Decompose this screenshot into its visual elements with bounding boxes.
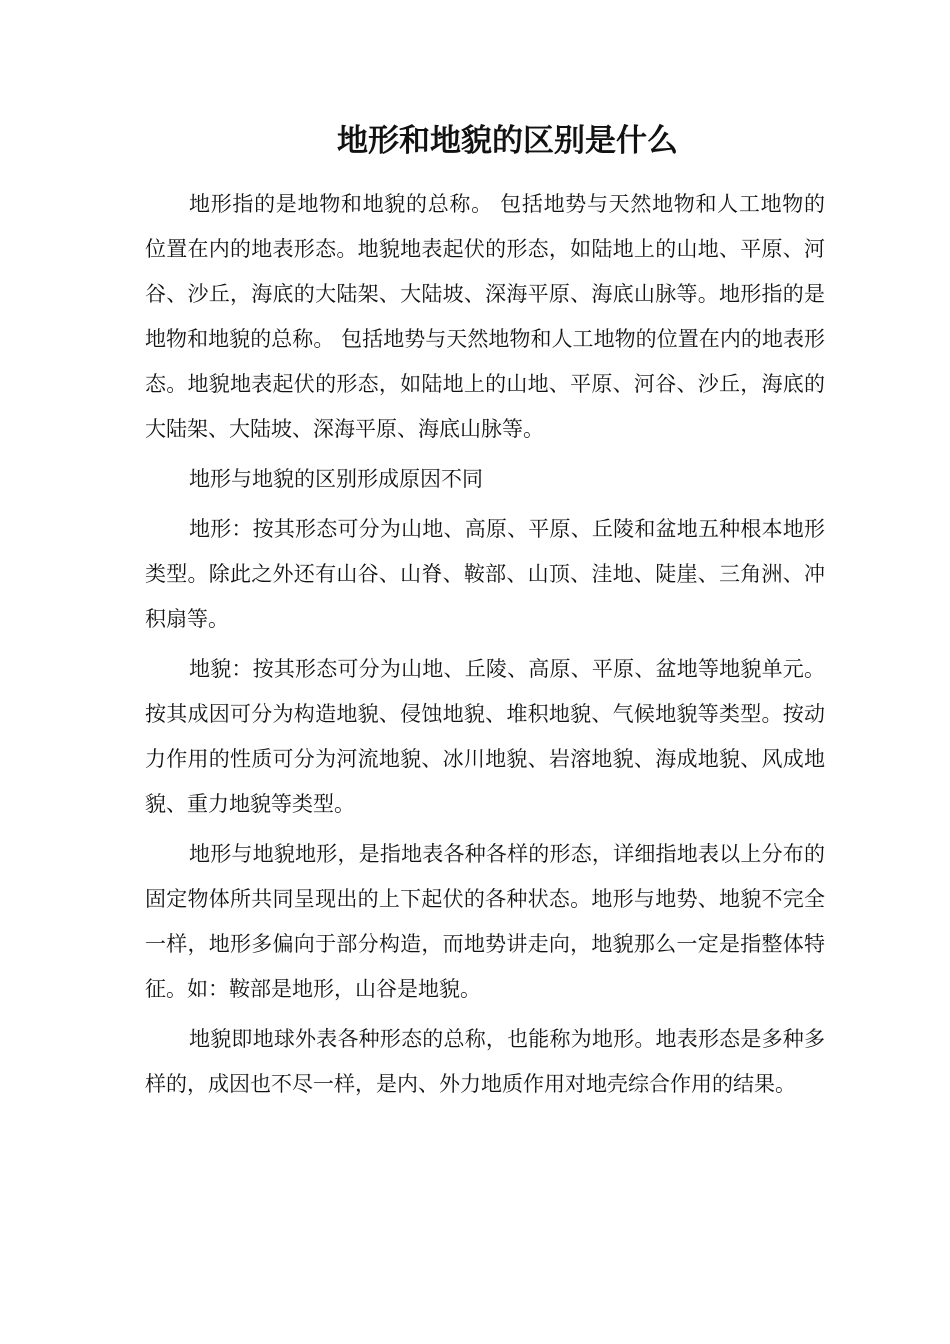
paragraph: 地形指的是地物和地貌的总称。 包括地势与天然地物和人工地物的位置在内的地表形态。地貌地表起伏的形态，如陆地上的山地、平原、河谷、沙丘，海底的大陆架、大陆坡、深海平原、海底山脉等。地形指的是地物和地貌的总称。 包括地势与天然地物和人工地物的位置在内的地表形态。地貌地表起伏的形态，如陆地上的山地、平原、河谷、沙丘，海底的大陆架、大陆坡、深海平原、海底山脉等。: [145, 192, 825, 441]
paragraph: 地形与地貌地形，是指地表各种各样的形态，详细指地表以上分布的固定物体所共同呈现出的上下起伏的各种状态。地形与地势、地貌不完全一样，地形多偏向于部分构造，而地势讲走向，地貌那么一定是指整体特征。如：鞍部是地形，山谷是地貌。: [145, 842, 825, 1001]
paragraph: 地形与地貌的区别形成原因不同: [189, 467, 483, 491]
paragraph: 地貌：按其形态可分为山地、丘陵、高原、平原、盆地等地貌单元。按其成因可分为构造地貌、侵蚀地貌、堆积地貌、气候地貌等类型。按动力作用的性质可分为河流地貌、冰川地貌、岩溶地貌、海成地貌、风成地貌、重力地貌等类型。: [145, 657, 825, 816]
paragraph: 地形：按其形态可分为山地、高原、平原、丘陵和盆地五种根本地形类型。除此之外还有山谷、山脊、鞍部、山顶、洼地、陡崖、三角洲、冲积扇等。: [145, 517, 825, 631]
document-body: [145, 182, 825, 1112]
document-title: 地形和地貌的区别是什么: [337, 123, 678, 159]
paragraph: 地貌即地球外表各种形态的总称，也能称为地形。地表形态是多种多样的，成因也不尽一样，是内、外力地质作用对地壳综合作用的结果。: [145, 1027, 825, 1096]
